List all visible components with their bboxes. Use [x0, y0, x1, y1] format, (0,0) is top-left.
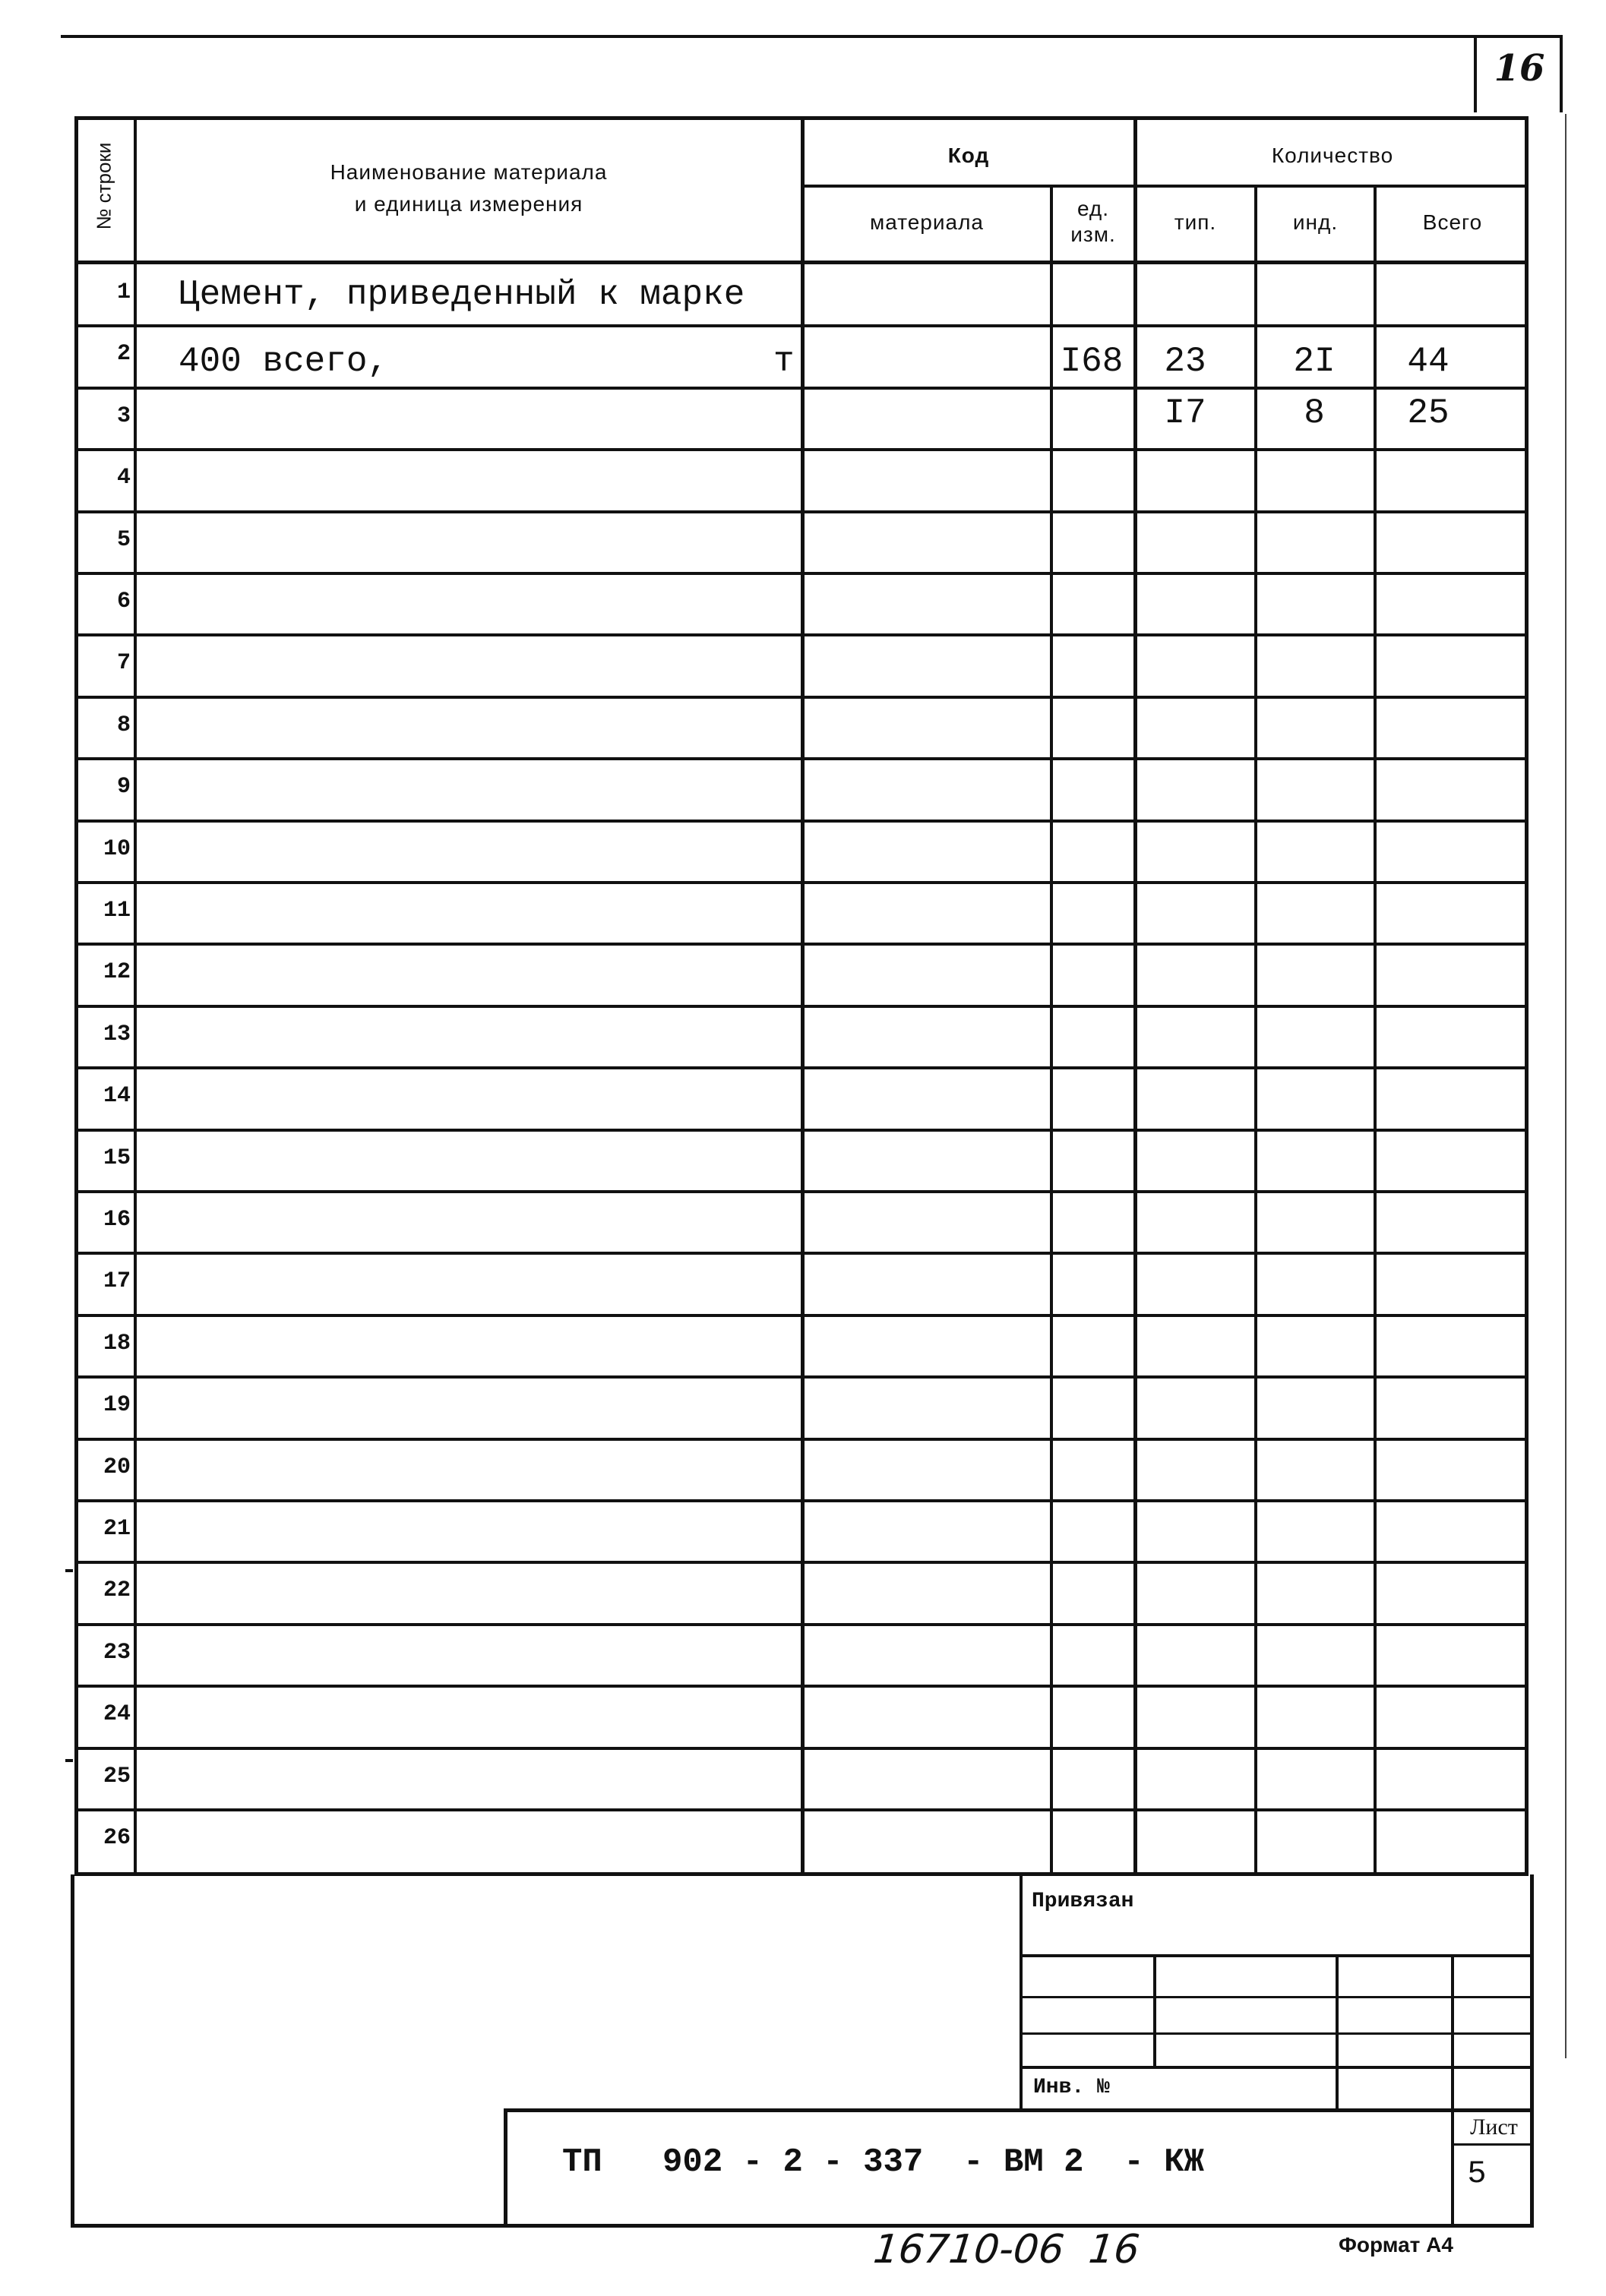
row-number: 24: [103, 1701, 131, 1727]
header-typ: тип.: [1174, 210, 1217, 234]
row2-total: 44: [1407, 342, 1450, 381]
header-row-no: № строки: [92, 142, 115, 230]
row-number: 23: [103, 1640, 131, 1666]
row-number: 14: [103, 1083, 131, 1109]
row-number: 6: [116, 589, 131, 614]
col-line-name: [801, 116, 805, 1876]
row-number: 11: [103, 898, 131, 924]
row-separator: [74, 1499, 1529, 1502]
row-separator: [74, 943, 1529, 946]
row-number: 25: [103, 1764, 131, 1789]
header-name-line1: Наименование материала: [330, 160, 608, 184]
tb-sheet-divider: [1451, 2143, 1534, 2146]
row-number: 22: [103, 1578, 131, 1603]
col-line-rownum: [134, 116, 137, 1876]
row-number: 13: [103, 1022, 131, 1047]
tb-line-2: [1020, 1996, 1534, 1998]
header-quantity: Количество: [1271, 144, 1394, 167]
row-separator: [74, 1252, 1529, 1255]
header-name-line2: и единица измерения: [354, 192, 583, 216]
row-number: 15: [103, 1145, 131, 1171]
tb-line-3: [1020, 2032, 1534, 2035]
tb-line-4: [1020, 2066, 1534, 2069]
row-separator: [74, 324, 1529, 327]
row2-typ: 23: [1164, 342, 1206, 381]
footer-format: Формат А4: [1339, 2233, 1453, 2257]
row-separator: [74, 387, 1529, 390]
right-margin-line: [1565, 114, 1566, 2058]
row-separator: [74, 1005, 1529, 1008]
row-number: 8: [116, 712, 131, 738]
row-separator: [74, 1190, 1529, 1193]
row-separator: [74, 1129, 1529, 1132]
header-total: Всего: [1422, 210, 1483, 234]
row-separator: [74, 696, 1529, 699]
row-number: 26: [103, 1825, 131, 1851]
row-number: 9: [116, 774, 131, 800]
row3-typ: I7: [1164, 393, 1206, 433]
row-number: 16: [103, 1207, 131, 1233]
row-number: 17: [103, 1268, 131, 1294]
row2-unit-mark: т: [773, 342, 795, 381]
row-number: 5: [116, 527, 131, 553]
row-separator: [74, 1066, 1529, 1069]
header-subline: [801, 185, 1529, 188]
row-number: 7: [116, 650, 131, 676]
row-separator: [74, 1561, 1529, 1564]
header-unit-line2: изм.: [1070, 223, 1116, 246]
header-material: материала: [870, 210, 984, 234]
tb-privyazan-label: Привязан: [1032, 1890, 1134, 1913]
corner-box-left: [1474, 35, 1477, 112]
row2-name: 400 всего,: [179, 342, 389, 381]
row2-ind: 2I: [1293, 342, 1336, 381]
row-separator: [74, 820, 1529, 823]
row-number: 10: [103, 836, 131, 862]
row-separator: [74, 757, 1529, 760]
row-separator: [74, 1375, 1529, 1379]
tb-sheet-label: Лист: [1470, 2114, 1518, 2140]
tb-designation-top: [505, 2108, 1534, 2112]
row-separator: [74, 1747, 1529, 1750]
row-number: 12: [103, 959, 131, 985]
tb-sheet-number: 5: [1467, 2155, 1487, 2192]
tb-designation: ТП 902 - 2 - 337 - ВМ 2 - КЖ: [562, 2143, 1204, 2181]
tb-line-1: [1020, 1954, 1534, 1957]
row-separator: [74, 448, 1529, 451]
row-separator: [74, 881, 1529, 884]
row-number: 4: [116, 465, 131, 491]
header-unit-line1: ед.: [1076, 197, 1110, 220]
row-separator: [74, 1685, 1529, 1688]
row1-name: Цемент, приведенный к марке: [179, 275, 745, 314]
row-separator: [74, 1808, 1529, 1811]
row2-unit-code: I68: [1060, 342, 1124, 381]
row-number: 18: [103, 1331, 131, 1356]
row-number: 19: [103, 1392, 131, 1418]
footer-stamp: 16710-06 16: [871, 2227, 1142, 2272]
row3-ind: 8: [1304, 393, 1325, 433]
row-number: 20: [103, 1454, 131, 1480]
margin-tick-2: [65, 1759, 73, 1762]
header-bottom: [74, 261, 1529, 264]
top-border: [61, 35, 1561, 38]
tb-inv-label: Инв. №: [1033, 2076, 1110, 2099]
tb-privyazan-left: [1020, 1874, 1023, 2110]
tb-vline-b: [1336, 1954, 1339, 2110]
row3-total: 25: [1407, 393, 1450, 433]
row-number: 1: [116, 279, 131, 305]
row-separator: [74, 1314, 1529, 1317]
tb-designation-left: [504, 2108, 507, 2228]
row-number: 2: [116, 341, 131, 367]
row-separator: [74, 572, 1529, 575]
row-number: 3: [116, 403, 131, 429]
row-separator: [74, 1623, 1529, 1626]
header-ind: инд.: [1292, 210, 1339, 234]
right-edge: [1560, 35, 1563, 112]
row-separator: [74, 1438, 1529, 1441]
row-separator: [74, 633, 1529, 636]
header-code: Код: [947, 144, 990, 167]
row-number: 21: [103, 1516, 131, 1542]
margin-tick-1: [65, 1569, 73, 1572]
tb-vline-a: [1153, 1954, 1156, 2069]
row-separator: [74, 510, 1529, 513]
sheet-corner-number: 16: [1494, 47, 1545, 90]
